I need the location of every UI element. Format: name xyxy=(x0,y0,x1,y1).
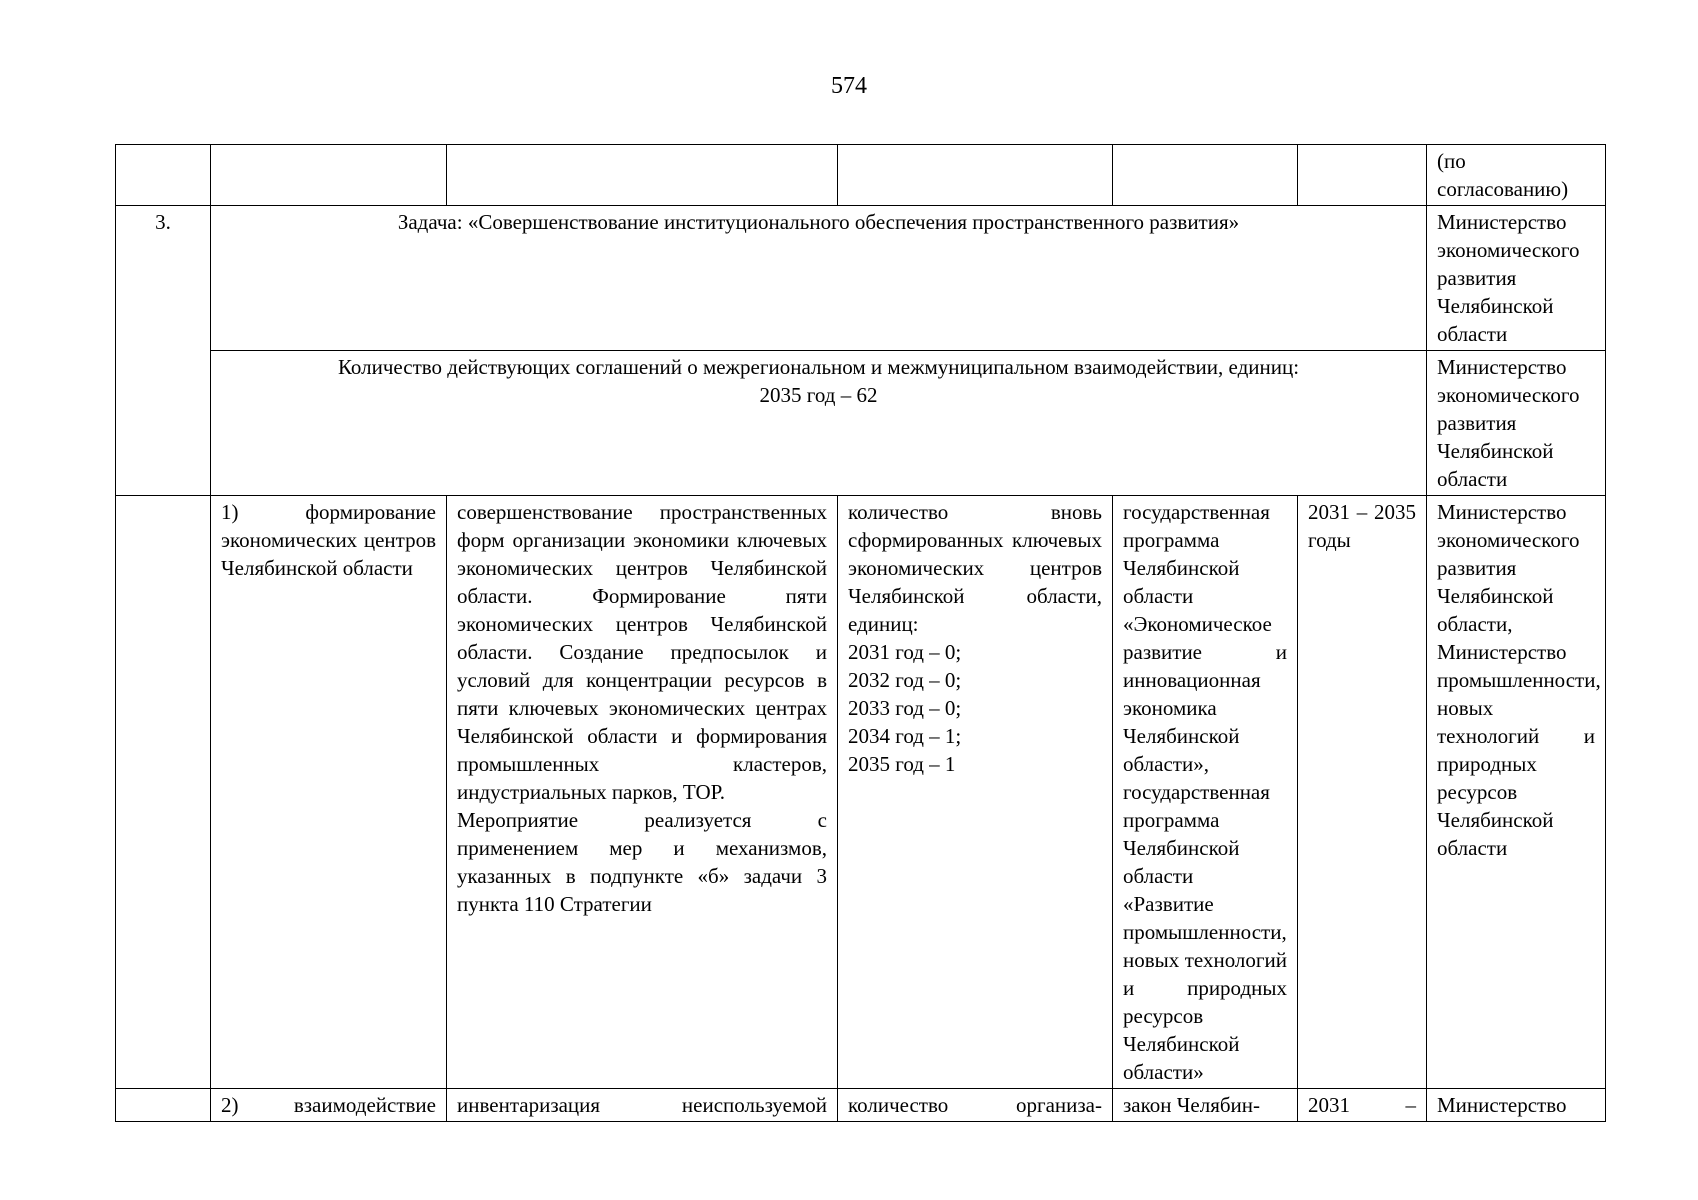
responsible-cell: Министерство xyxy=(1427,1089,1606,1122)
responsible-cell: (по согласованию) xyxy=(1427,145,1606,206)
measure-indicator: количество организа- xyxy=(838,1089,1113,1122)
measure-program: государственная программа Челябинской области «Экономическое развитие и инновационная экономика Челябинской области», государственная программа Челябинской области «Развитие промышленности, новых технологий и природных ресурсов Челябинской области» xyxy=(1113,496,1298,1089)
indicator-text: Количество действующих соглашений о межрегиональном и межмуниципальном взаимодействии, единиц: 2035 год – 62 xyxy=(211,351,1427,496)
measure-content: совершенствование пространственных форм организации экономики ключевых экономических центров Челябинской области. Формирование пяти экономических центров Челябинской области. Создание предпосылок и условий для концентрации ресурсов в пяти ключевых экономических центрах Челябинской области и формирования промышленных кластеров, индустриальных парков, ТОР. Мероприятие реализуется с применением мер и механизмов, указанных в подпункте «б» задачи 3 пункта 110 Стратегии xyxy=(447,496,838,1089)
cell-empty xyxy=(116,145,211,206)
cell-empty xyxy=(447,145,838,206)
page-number: 574 xyxy=(831,73,867,99)
responsible-cell: Министерство экономического развития Челябинской области, Министерство промышленности, новых технологий и природных ресурсов Челябинской области xyxy=(1427,496,1606,1089)
measure-content: инвентаризация неиспользуемой xyxy=(447,1089,838,1122)
cell-empty xyxy=(838,145,1113,206)
table-row-continuation xyxy=(116,145,1606,206)
task-number: 3. xyxy=(116,206,211,496)
cell-empty xyxy=(116,1089,211,1122)
table-row-measure xyxy=(116,1089,1606,1122)
measure-indicator: количество вновь сформированных ключевых экономических центров Челябинской области, единиц: 2031 год – 0; 2032 год – 0; 2033 год – 0; 2034 год – 1; 2035 год – 1 xyxy=(838,496,1113,1089)
measure-program: закон Челябин- xyxy=(1113,1089,1298,1122)
measure-period: 2031 – xyxy=(1298,1089,1427,1122)
table-row-task xyxy=(116,206,1606,351)
table-row-measure xyxy=(116,496,1606,1089)
responsible-cell: Министерство экономического развития Челябинской области xyxy=(1427,206,1606,351)
measure-name: 1) формирование экономических центров Челябинской области xyxy=(211,496,447,1089)
table-row-indicator xyxy=(116,351,1606,496)
measure-name: 2) взаимодействие xyxy=(211,1089,447,1122)
cell-empty xyxy=(1298,145,1427,206)
measure-period: 2031 – 2035 годы xyxy=(1298,496,1427,1089)
measures-table xyxy=(115,144,1606,1122)
responsible-cell: Министерство экономического развития Челябинской области xyxy=(1427,351,1606,496)
task-title: Задача: «Совершенствование институционального обеспечения пространственного развития» xyxy=(211,206,1427,351)
cell-empty xyxy=(116,496,211,1089)
cell-empty xyxy=(211,145,447,206)
cell-empty xyxy=(1113,145,1298,206)
